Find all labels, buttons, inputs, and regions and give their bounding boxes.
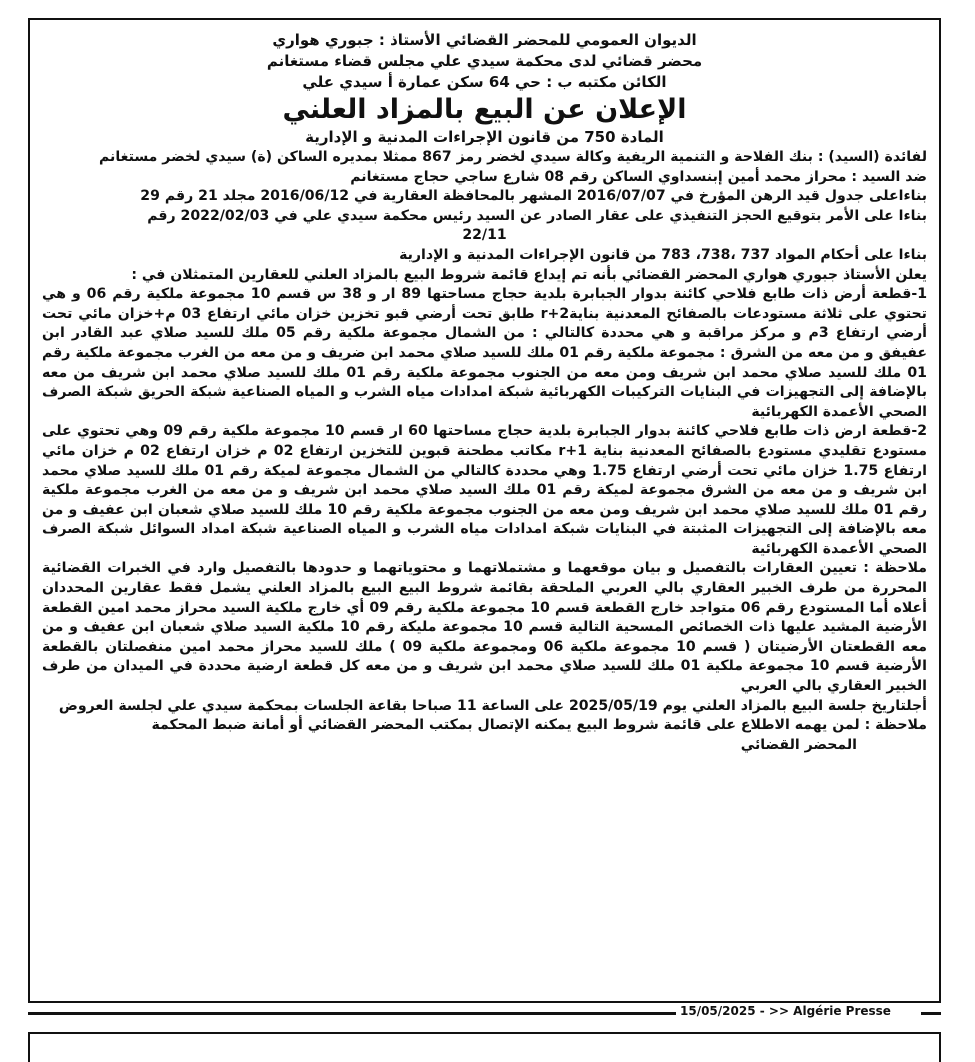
basis-3-paragraph: بناءا على أحكام المواد 737 ،738، 783 من قانون الإجراءات المدنية و الإدارية [399,246,927,263]
footer-rule-left [28,1012,676,1015]
announcement-content [42,30,927,987]
announcement-title: الإعلان عن البيع بالمزاد العلني [282,94,687,125]
session-paragraph: أجلتاريخ جلسة البيع بالمزاد العلني يوم 2025/05/19 على الساعة 11 صباحا بقاعة الجلسات بمحكمة سيدي علي لجلسة العروض [58,697,927,714]
announcement-frame [28,18,941,1003]
signature-line: المحضر القضائي [740,736,857,753]
header-line-2: محضر قضائي لدى محكمة سيدي علي مجلس قضاء مستغانم [266,52,703,70]
announce-paragraph: يعلن الأستاذ جبوري هواري المحضر القضائي بأنه تم إيداع قائمة شروط البيع بالمزاد العلني للعقارين المتمثلان في : [131,266,927,283]
footer-rule-right [921,1012,941,1015]
beneficiary-paragraph: لفائدة (السيد) : بنك الفلاحة و التنمية الريفية وكالة سيدي لخضر رمز 867 ممثلا بمديره الساكن (ة) سيدي لخضر مستغانم [98,149,927,165]
against-paragraph: ضد السيد : محراز محمد أمين إبنسداوي الساكن رقم 08 شارع ساجي حجاج مستغانم [350,168,927,185]
header-line-3: الكائن مكتبه ب : حي 64 سكن عمارة أ سيدي علي [302,73,667,91]
page-footer [28,1002,941,1024]
basis-2-number: 22/11 [462,227,507,244]
basis-2-paragraph: بناءا على الأمر بتوقيع الحجز التنفيذي على عقار الصادر عن السيد رئيس محكمة سيدي علي في 2022/02/03 رقم [147,207,927,224]
header-line-1: الديوان العمومي للمحضر القضائي الأستاذ : جبوري هواري [272,31,697,49]
footer-date-source: 15/05/2025 - >> Algérie Presse [680,1004,891,1018]
announcement-subtitle: المادة 750 من قانون الإجراءات المدنية و الإدارية [305,128,664,146]
note-2-paragraph: ملاحظة : لمن يهمه الاطلاع على قائمة شروط البيع يمكنه الإتصال بمكتب المحضر القضائي أو أمانة ضبط المحكمة [151,717,927,734]
property-item-1: 1-قطعة أرض ذات طابع فلاحي كائنة بدوار الجبابرة بلدية حجاج مساحتها 89 ار و 38 س قسم 10 مجموعة ملكية رقم 06 و هي تحتوي على ثلاثة مستودعات بالصفائح المعدنية بناية2+r طابق تحت أرضي قبو تخزين خزان مائي ارتفاع 03 م+خزان مائي تحت أرضي ارتفاع 3م و مركز مراقبة و هي محددة كالتالي : من الشمال مجموعة ملكية رقم 05 ملك للسيد صلاي عبد القادر ابن عفيفق و من معه من الشرق : مجموعة ملكية رقم 01 ملك للسيد صلاي محمد ابن ضريف و من معه من الغرب مجموعة ملكية رقم 01 ملك للسيد صلاي محمد ابن شريف ومن معه من الجنوب مجموعة ملكية رقم 01 ملك للسيد صلاي محمد ابن شريف من معه بالإضافة إلى التجهيزات في البنايات التركيبات الكهربائية شبكة امدادات مياه الشرب و المياه الصناعية شبكة الحريق شبكة الصرف الصحي الأعمدة الكهربائية [42,286,927,420]
property-item-2: 2-قطعة ارض ذات طابع فلاحي كائنة بدوار الجبابرة بلدية حجاج مساحتها 60 ار قسم 10 مجموعة ملكية رقم 09 وهي تحتوي على مستودع تقليدي مستودع بالصفائح المعدنية بناية 1+r مكاتب مطحنة قبوين للتخزين ارتفاع 02 م خزان ارتفاع 02 م خزان مائي ارتفاع 1.75 خزان مائي تحت أرضي ارتفاع 1.75 وهي محددة كالتالي من الشمال مجموعة لميكة رقم 01 ملك للسيد صلاي محمد ابن شريف و من معه من الشرق مجموعة لميكة رقم 01 ملك السيد صلاي محمد ابن شريف و من معه من الغرب مجموعة ملكية رقم 01 ملك للسيد صلاي محمد ابن شريف ومن معه من الجنوب مجموعة ملكية رقم 10 ملك للسيد صلاي شعبان ابن عفيف و من معه بالإضافة إلى التجهيزات المثبتة في البنايات شبكة امدادات مياه الشرب و المياه الصناعية شبكة امداد السوائل شبكة الصرف الصحي الأعمدة الكهربائية [42,423,927,557]
next-announcement-frame [28,1032,941,1062]
note-1-paragraph: ملاحظة : تعيين العقارات بالتفصيل و بيان موقعهما و مشتملاتهما و محتوياتهما و حدودها بالتفصيل وارد في الخبرات القضائية المحررة من طرف الخبير العقاري بالي العربي الملحقة بقائمة شروط البيع البيع بالمزاد العلني يشمل فقط عقارين المحددان أعلاه أما المستودع رقم 06 متواجد خارج القطعة قسم 10 مجموعة ملكية رقم 09 أي خارج ملكية السيد محراز محمد امين القطعة الأرضية المشيد عليها ذات الخصائص المسحية التالية قسم 10 مجموعة مليكة رقم 10 ملكية السيد صلاي شعبان ابن عفيف و من معه القطعتان الأرضيتان ( قسم 10 مجموعة ملكية 06 ومجموعة ملكية 09 ) ملك للسيد محراز محمد امين منفصلتان بالقطعة الأرضية قسم 10 مجموعة ملكية 01 ملك للسيد صلاي محمد ابن شريف و من معه كل قطعة ارضية محددة في الميدان من طرف الخبير العقاري بالي العربي [42,560,927,695]
basis-1-paragraph: بناءاعلى جدول قيد الرهن المؤرخ في 2016/07/07 المشهر بالمحافظة العقارية في 2016/06/12 مجلد 21 رقم 29 [140,188,927,205]
